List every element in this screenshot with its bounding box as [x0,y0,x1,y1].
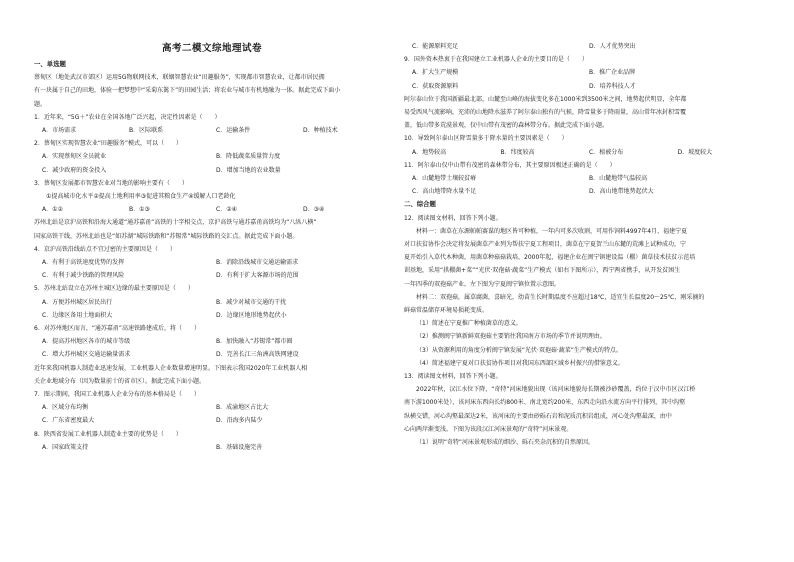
text-line: 南下游1000米处），该河床东西向长约800米、南北宽约200米，东西走向沿水流方向平行排列，其中沟壑 [404,399,686,407]
answer-option: C．运输条件 [216,127,251,135]
answer-options [404,146,766,159]
text-line: 4．京沪高铁沿线站点不宜过密的主要原因是（ ） [34,245,176,253]
answer-option: A．提高苏州地区各市的城市等级 [42,338,131,346]
text-line: 3．蔡甸区发展都市智慧农业对当地的影响主要有（ ） [34,179,188,187]
answer-options [34,296,390,309]
text-line: ①提高城市化水平②提高土地利用率③促进其粮食生产④缓解人口老龄化 [46,193,236,201]
answer-options [34,348,390,361]
answer-option: A．①② [42,206,63,214]
text-line: 盖，低山带多荒漠景观，仅中山带有茂密的森林带分布。据此完成下面小题。 [404,122,609,130]
answer-option: D．有利于扩大客源市场的范围 [216,272,299,280]
answer-options [404,80,766,93]
text-line: 材料一：菌草在东源帕帕赛谋的地区皆可种植，一年内可多次收割，可用作饲料4997年4月，福建宁夏 [404,227,688,235]
answer-option: D．种植技术 [303,127,338,135]
answer-option: C．边缘区备用土地面积大 [42,311,113,319]
text-line: 11．阿尔泰山仅中山带有茂密的森林带分布，其主要原因极述正确的是（ ） [404,161,616,169]
text-line: 题。 [34,100,47,108]
text-line: （4）简述福建宁夏对口扶贫协作项目对我国东西部区域乡村振兴的借鉴意义。 [416,359,624,367]
text-line: 9．国外资本热衷于在我国建立工业机器人企业的主要目的是（ ） [404,56,588,64]
text-line: 8．陕西省发展工业机器人制造业主要的优势是（ ） [34,430,182,438]
text-line: 国家高铁干线，苏州北站也是“如苏湖”城际铁路和“苏锡常”城际铁路的交汇点。据此完成下面小题。 [34,232,299,240]
answer-option: C．减少政府的资金投入 [42,166,107,174]
text-line: 5．苏州北站设立在苏州主城区边缘的最主要原因是（ ） [34,285,194,293]
answer-option: B．加快融入“苏锡常”都市圈 [216,338,293,346]
answer-option: A．区域分布均衡 [42,404,89,412]
text-line: 1．近年来，“5G＋”农业在全国各地广泛兴起，决定性因素是（ ） [34,113,221,121]
text-line: （1）简述在宁夏推广种植菌草的意义。 [416,320,522,328]
answer-options [34,150,390,163]
answer-option: C．植被分布 [589,148,624,156]
answer-options [404,185,766,198]
text-line: 关企业地域分布（因为数量前十的省市区）。据此完成下面小题。 [34,377,206,385]
answer-options [34,401,390,414]
answer-options [34,256,390,269]
answer-option: C．能源原料充足 [412,43,459,50]
answer-option: A．地势较高 [412,148,447,156]
answer-option: A．有利于高铁速度优势的发挥 [42,259,125,267]
answer-options [34,203,390,216]
answer-option: A．扩大生产规模 [412,69,459,77]
answer-option: B．山麓地带气温较高 [589,175,648,183]
answer-options [404,40,766,53]
text-line: 6．对苏州地区而言，“通苏嘉甬”高速铁路建成后，将（ ） [34,325,201,333]
text-line: （3）从资源利用的角度分析闽宁镇发展“光伏·双孢菇·蔬菜”生产模式的特点。 [416,346,622,354]
answer-option: A．实现蔡甸区全员就业 [42,153,107,161]
answer-options [404,66,766,79]
text-line: （1）说明“奇特”河床景观形成的细沙、砾石夹杂沉积的自然原因。 [416,439,595,447]
answer-option: D．边缘区地形地势起伏小 [216,311,287,319]
text-line: 鲜菇常温储存环境易损耗变质。 [404,307,489,315]
text-line: 蔡甸区（地处武汉市郊区）运用5G物联网技术，联姻智慧农业“田趣服务”，实现都市智慧农业，让都市居民拥 [34,74,325,82]
text-line: （2）推测闽宁镇新鲜双孢菇主要销往我国南方市场的季节并说明理由。 [416,333,606,341]
answer-option: B．①③ [129,206,150,214]
answer-option: C．有利于减少铁路的管理风险 [42,272,125,280]
answer-option: D．完善长江三角洲高铁网建设 [216,351,299,359]
text-line: 心向两岸渐变浅。下图为该段汉江河床景观的“奇特”河床景观。 [404,425,573,433]
right-column [404,40,766,449]
answer-option: D．人才优势突出 [589,43,636,50]
text-line: 13．阅读图文材料，回答下列小题。 [404,373,502,381]
answer-option: A．市场需求 [42,127,77,135]
answer-option: B．纬度较高 [500,148,535,156]
answer-options [34,335,390,348]
section-heading: 二、综合题 [404,200,436,209]
answer-option: A．国家政策支持 [42,443,89,451]
answer-option: B．推广企业品牌 [589,69,636,77]
answer-option: D．高山地带地势起伏大 [589,188,654,196]
answer-option: D．③④ [303,206,325,214]
answer-option: C．广东省密度最大 [42,417,95,425]
answer-option: B．减少对城市交通的干扰 [216,298,287,306]
answer-options [34,441,390,454]
text-line: 对口扶贫协作会决定将发展菌草产业列为帮扶宁夏工程项目，菌草在宁夏贺兰山东麓的荒滩上试种成功，宁 [404,241,687,249]
answer-options [404,172,766,185]
text-line: 阿尔泰山位于我国新疆最北部，山麓至山峰的海拔变化多在1000米到3500米之间，地势起伏明显，全年都 [404,95,687,103]
answer-option: B．成渝地区占比大 [216,404,269,412]
answer-options [34,414,390,427]
answer-option: C．增大苏州城区交通运输量需求 [42,351,131,359]
section-heading: 一、单选题 [34,60,66,68]
text-line: 苏州北站是京沪高铁和沿海大通道“通苏嘉甬”高铁的十字相交点，京沪高铁与通苏嘉甬高铁均为“八纵八横” [34,219,317,227]
answer-option: D．坡度较大 [677,148,713,156]
answer-option: C．②④ [216,206,237,214]
text-line: 7．图示期间，我国工业机器人企业分布的基本格局是（ ） [34,391,200,399]
text-line: 有一块属于自己的田地，体验一把梦想中“采菊东篱下”的田园生活；将农业与城市有机地融为一体。据此完成下面小 [34,87,341,95]
text-line: 2022年秋，汉江水位下降，“奇特”河床地貌出现（该河床地貌每长期被沙砂覆盖，约位于汉中市区汉江桥 [404,386,696,394]
text-line: 12．阅读图文材料，回答下列小题。 [404,214,502,222]
exam-title: 高考二模文综地理试卷 [161,43,262,54]
answer-option: C．高山地带降水量不足 [412,188,477,196]
answer-option: A．山麓地带土壤较贫瘠 [412,175,477,183]
text-line: 易受西风气流影响，充沛的山地降水滋养了阿尔泰山独有的气候，降雪量多于降雨量，高山常年冰封积雪覆 [404,109,687,117]
text-line: 10．导致阿尔泰山区降雪量多于降水量的主要因素是（ ） [404,135,568,143]
answer-option: A．方便苏州城区居民出行 [42,298,113,306]
answer-option: B．区际联系 [129,127,164,135]
text-line: 训基地，采用“拱棚菌+菜”“光伏·双孢菇·蔬菜”生产模式（如右下图所示），西宁两省携手，从开发贫困生 [404,267,681,275]
answer-options [34,309,390,322]
answer-option: D．增加当地的农业数量 [216,166,281,174]
answer-option: C．获取资源原料 [412,82,459,90]
answer-option: D．沿海多内陆少 [216,417,263,425]
left-column [34,58,390,454]
answer-option: D．培养科技人才 [589,82,636,90]
answer-options [34,124,390,137]
text-line: 一年四季的双孢菇产业。左下图为宁夏闽宁镇位置示意图。 [404,280,561,288]
answer-option: B．消除沿线城市交通运输需求 [216,259,299,267]
answer-options [34,164,390,177]
answer-options [34,269,390,282]
text-line: 夏开始引入草代木种菌，用菌草种菇菇栽培，2000年起，福建企业在闽宁镇建设温（棚）菌草技术扶贫示范培 [404,254,696,262]
text-line: 纵横交错，河心沟壑最深达2米，该河床的主要由砂砾石岩和泥质沉积岩组成，河心处沟壑最深，由中 [404,412,672,420]
answer-option: B．降低蔬菜质量管力度 [216,153,281,161]
text-line: 2．蔡甸区实现智慧农业“田趣服务”模式，可以（ ） [34,140,183,148]
text-line: 近年来我国机器人制造业迅速发展，工业机器人企业数量增速明显。下图表示我国2020年工业机器人相 [34,364,308,372]
answer-option: B．基础设施完善 [216,443,263,451]
text-line: 材料二：双孢菇，属草腐菌，喜暗光，幼苗生长时期温度不应超过18℃，适宜生长温度20～25℃，刚采摘的 [404,293,705,301]
